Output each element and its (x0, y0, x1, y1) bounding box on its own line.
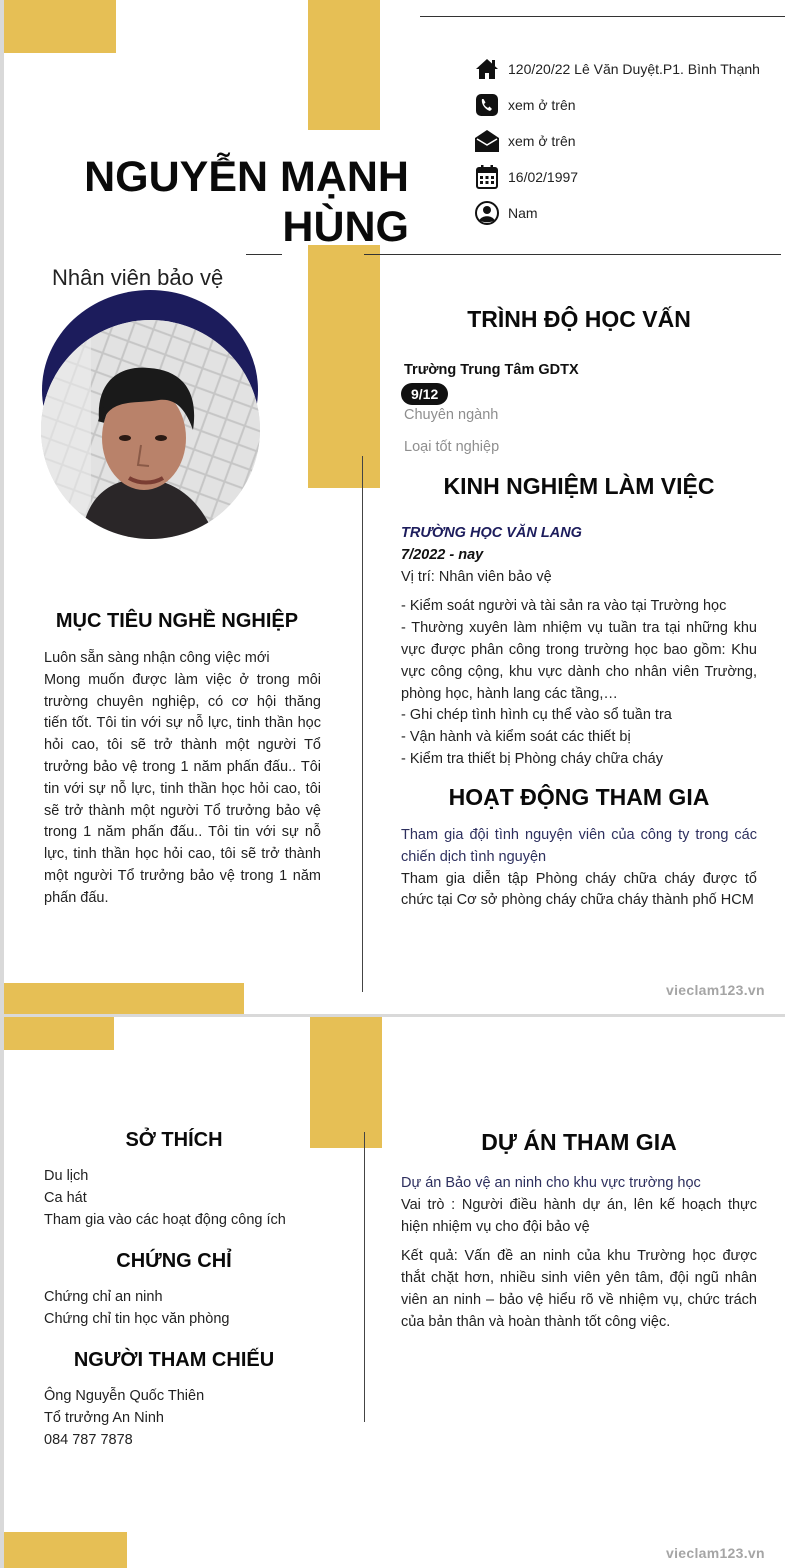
project-result: Kết quả: Vấn đề an ninh của khu Trường học được thắt chặt hơn, nhiều sinh viên yên tâm, đội ngũ nhân viên an ninh – bảo vệ hiểu rõ về nhiệm vụ, chức trách của bản thân và hoàn thành tốt công việc. (401, 1248, 757, 1330)
activity-item: Tham gia đội tình nguyện viên của công ty trong các chiến dịch tình nguyện (401, 827, 757, 865)
job-title: Nhân viên bảo vệ (52, 265, 224, 290)
projects-section (401, 1173, 757, 1334)
gold-block-top-center (308, 0, 380, 130)
work-period: 7/2022 - nay (401, 546, 484, 563)
user-icon (474, 200, 500, 226)
watermark: vieclam123.vn (666, 982, 765, 998)
reference-item: 084 787 7878 (44, 1431, 133, 1448)
graduation-label: Loại tốt nghiệp (404, 439, 500, 455)
school-name: Trường Trung Tâm GDTX (404, 362, 579, 378)
reference-item: Ông Nguyễn Quốc Thiên (44, 1388, 205, 1404)
hobby-item: Du lịch (44, 1168, 89, 1184)
email-icon (474, 128, 500, 154)
education-heading: TRÌNH ĐỘ HỌC VẤN (467, 306, 691, 332)
objective-section (44, 648, 321, 910)
experience-heading: KINH NGHIỆM LÀM VIỆC (443, 473, 715, 499)
duty-item: - Vận hành và kiểm soát các thiết bị (401, 729, 631, 746)
avatar (41, 320, 260, 539)
divider-top (420, 16, 785, 17)
objective-heading: MỤC TIÊU NGHỀ NGHIỆP (55, 610, 299, 632)
phone-icon (474, 92, 500, 118)
home-icon (474, 56, 500, 82)
contact-address (474, 56, 760, 82)
watermark: vieclam123.vn (666, 1545, 765, 1561)
activity-item: Tham gia diễn tập Phòng cháy chữa cháy được tổ chức tại Cơ sở phòng cháy chữa cháy thành phố HCM (401, 870, 757, 909)
duty-item: - Ghi chép tình hình cụ thể vào sổ tuần tra (401, 707, 672, 724)
duty-list (401, 596, 757, 770)
cv-page-2 (4, 1017, 785, 1568)
candidate-name-line1: NGUYỄN MẠNH (84, 153, 409, 201)
hobby-item: Ca hát (44, 1189, 87, 1206)
grade-badge-label: 9/12 (401, 383, 448, 405)
calendar-icon (474, 164, 500, 190)
gold-block-top-left (4, 1017, 114, 1050)
cv-page-1 (4, 0, 785, 1014)
duty-item: - Kiểm soát người và tài sản ra vào tại Trường học (401, 598, 727, 615)
company-name: TRƯỜNG HỌC VĂN LANG (401, 525, 582, 541)
contact-phone (474, 92, 576, 118)
major-label: Chuyên ngành (404, 407, 499, 423)
project-role: Vai trò : Người điều hành dự án, lên kế hoạch thực hiện nhiệm vụ cho đội bảo vệ (401, 1196, 757, 1235)
activities-section (401, 825, 757, 912)
objective-paragraph: Mong muốn được làm việc ở trong môi trường chuyên nghiệp, có cơ hội thăng tiến tốt. Tôi tin với sự nỗ lực, tinh thần học hỏi cao, tôi sẽ trở thành một người Tổ trưởng bảo vệ trong 1 năm phấn đấu.. Tôi tin với sự nỗ lực, tinh thần học hỏi cao, tôi sẽ trở thành một người Tổ trưởng bảo vệ trong 1 năm phấn đấu.. Tôi tin với sự nỗ lực, tinh thần học hỏi cao, tôi sẽ trở thành một người Tổ trưởng bảo vệ trong 1 năm phấn đấu. (44, 671, 321, 906)
reference-item: Tổ trưởng An Ninh (44, 1409, 164, 1426)
project-title: Dự án Bảo vệ an ninh cho khu vực trường học (401, 1175, 701, 1191)
certificate-item: Chứng chỉ tin học văn phòng (44, 1310, 230, 1327)
column-divider (364, 1132, 365, 1422)
duty-item: - Kiểm tra thiết bị Phòng cháy chữa cháy (401, 750, 663, 767)
birthday-text: 16/02/1997 (508, 169, 579, 185)
work-position: Vị trí: Nhân viên bảo vệ (401, 568, 552, 585)
gender-text: Nam (508, 205, 538, 221)
contact-email (474, 128, 576, 154)
objective-line: Luôn sẵn sàng nhận công việc mới (44, 650, 270, 666)
candidate-name-line2: HÙNG (282, 203, 409, 251)
references-heading: NGƯỜI THAM CHIẾU (73, 1349, 275, 1371)
email-text: xem ở trên (508, 133, 576, 149)
certificates-list (44, 1287, 324, 1331)
grade-badge (401, 383, 448, 405)
gold-block-bottom-left (4, 1532, 127, 1568)
gold-block-top-center (310, 1017, 382, 1148)
column-divider (362, 456, 363, 992)
divider-name-left (246, 254, 282, 255)
projects-heading: DỰ ÁN THAM GIA (481, 1129, 677, 1155)
certificates-heading: CHỨNG CHỈ (116, 1250, 232, 1272)
experience-section (401, 523, 757, 771)
gold-block-bottom-left (4, 983, 244, 1014)
contact-birthday (474, 164, 578, 190)
hobby-item: Tham gia vào các hoạt động công ích (44, 1211, 286, 1228)
divider-name-right (364, 254, 781, 255)
hobbies-heading: SỞ THÍCH (125, 1129, 223, 1151)
phone-text: xem ở trên (508, 97, 576, 113)
address-text: 120/20/22 Lê Văn Duyệt.P1. Bình Thạnh (508, 61, 760, 77)
activities-heading: HOẠT ĐỘNG THAM GIA (448, 784, 710, 810)
references-list (44, 1386, 324, 1451)
duty-item: - Thường xuyên làm nhiệm vụ tuần tra tại những khu vực được phân công trong trường học bao gồm: Khu vực công cộng, khu vực dành cho nhân viên Trường, phòng học, hành lang các tầng,… (401, 620, 757, 702)
gold-block-top-left (4, 0, 116, 53)
hobbies-list (44, 1166, 324, 1231)
certificate-item: Chứng chỉ an ninh (44, 1289, 163, 1305)
gold-block-middle (308, 245, 380, 488)
contact-gender (474, 200, 538, 226)
